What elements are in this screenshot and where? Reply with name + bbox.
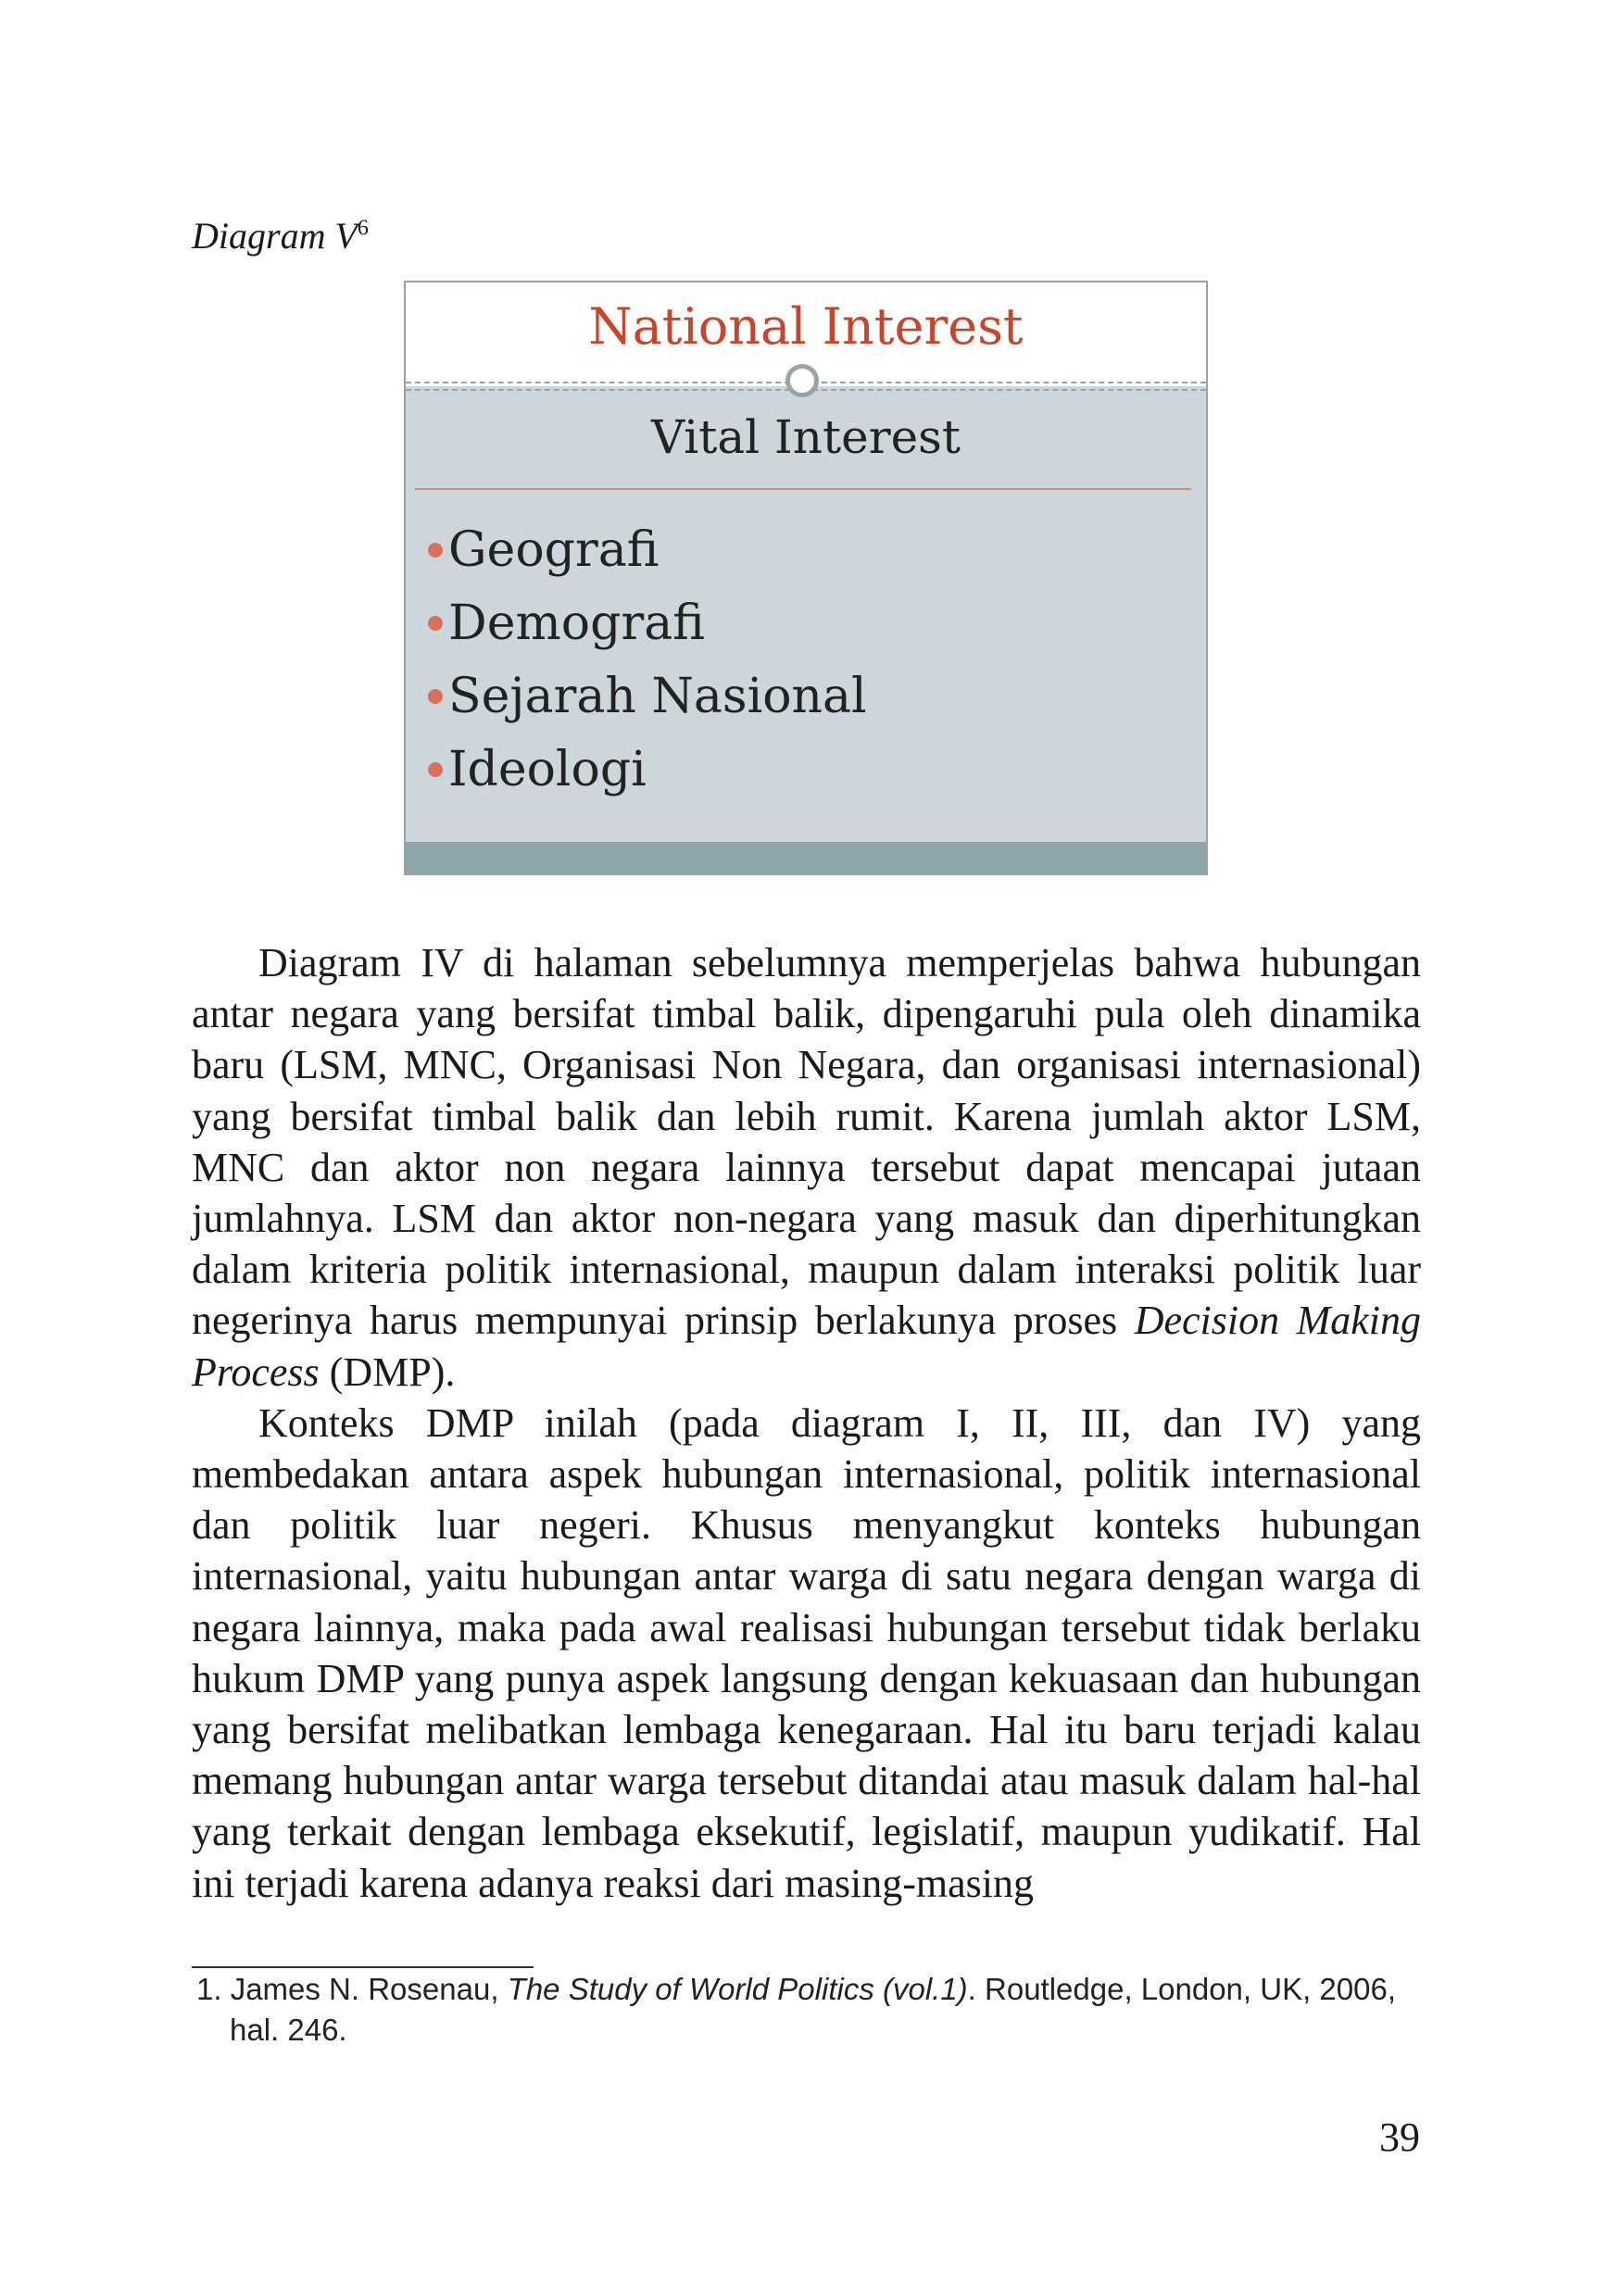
page-number: 39: [1379, 2114, 1420, 2160]
diagram-caption: [192, 213, 369, 259]
bullet-text: Demografi: [448, 596, 705, 651]
diagram-footer-band: [406, 842, 1206, 873]
diagram-subtitle: Vital Interest: [651, 410, 961, 464]
paragraph-2: Konteks DMP inilah (pada diagram I, II, III, dan IV) yang membedakan antara aspek hubungan internasional, politik internasional dan politik luar negeri. Khusus menyangkut konteks hubungan internasional, yaitu hubungan antar warga di satu negara dengan warga di negara lainnya, maka pada awal realisasi hubungan tersebut tidak berlaku hukum DMP yang punya aspek langsung dengan kekuasaan dan hubungan yang bersifat melibatkan lembaga kenegaraan. Hal itu baru terjadi kalau memang hubungan antar warga tersebut ditandai atau masuk dalam hal-hal yang terkait dengan lembaga eksekutif, legislatif, maupun yudikatif. Hal ini terjadi karena adanya reaksi dari masing-masing: [192, 1399, 1421, 1906]
bullet-text: Geografi: [448, 522, 660, 578]
footnote-book-title: The Study of World Politics (vol.1): [507, 1972, 968, 2006]
paragraph-1-end: (DMP).: [329, 1349, 456, 1395]
national-interest-diagram: [404, 281, 1208, 875]
paragraph-1-text: Diagram IV di halaman sebelumnya memperjelas bahwa hubungan antar negara yang bersifat timbal balik, dipengaruhi pula oleh dinamika baru (LSM, MNC, Organisasi Non Negara, dan organisasi internasional) yang bersifat timbal balik dan lebih rumit. Karena jumlah aktor LSM, MNC dan aktor non negara lainnya tersebut dapat mencapai jutaan jumlahnya. LSM dan aktor non-negara yang masuk dan diperhitungkan dalam kriteria politik internasional, maupun dalam interaksi politik luar negerinya harus mempunyai prinsip berlakunya proses: [192, 940, 1421, 1344]
footnote-rule: [192, 1966, 534, 1968]
paragraph-1-italic-term: Decision Making Process: [192, 1298, 1422, 1395]
bullet-list: [428, 514, 867, 807]
paragraph-1: [192, 937, 1421, 1398]
bullet-item: [428, 514, 867, 587]
bullet-dot-icon: [428, 543, 443, 558]
bullet-item: [428, 660, 867, 734]
footnote-page: hal. 246.: [230, 2013, 347, 2047]
bullet-text: Sejarah Nasional: [448, 669, 867, 724]
bullet-dot-icon: [428, 689, 443, 704]
body-text: [192, 937, 1421, 1909]
bullet-item: [428, 734, 867, 807]
diagram-caption-text: Diagram V: [192, 215, 358, 257]
footnote-publisher: . Routledge, London, UK, 2006,: [967, 1972, 1397, 2006]
diagram-title: National Interest: [588, 297, 1024, 356]
bullet-text: Ideologi: [448, 742, 647, 797]
footnote: [196, 1969, 1419, 2051]
bullet-item: [428, 587, 867, 660]
footnote-lead: 1. James N. Rosenau,: [196, 1972, 499, 2006]
bullet-dot-icon: [428, 762, 443, 777]
caption-footnote-ref: 6: [357, 216, 369, 241]
bullet-dot-icon: [428, 616, 443, 631]
subtitle-rule: [415, 488, 1191, 490]
divider-ring-icon: [785, 364, 819, 397]
